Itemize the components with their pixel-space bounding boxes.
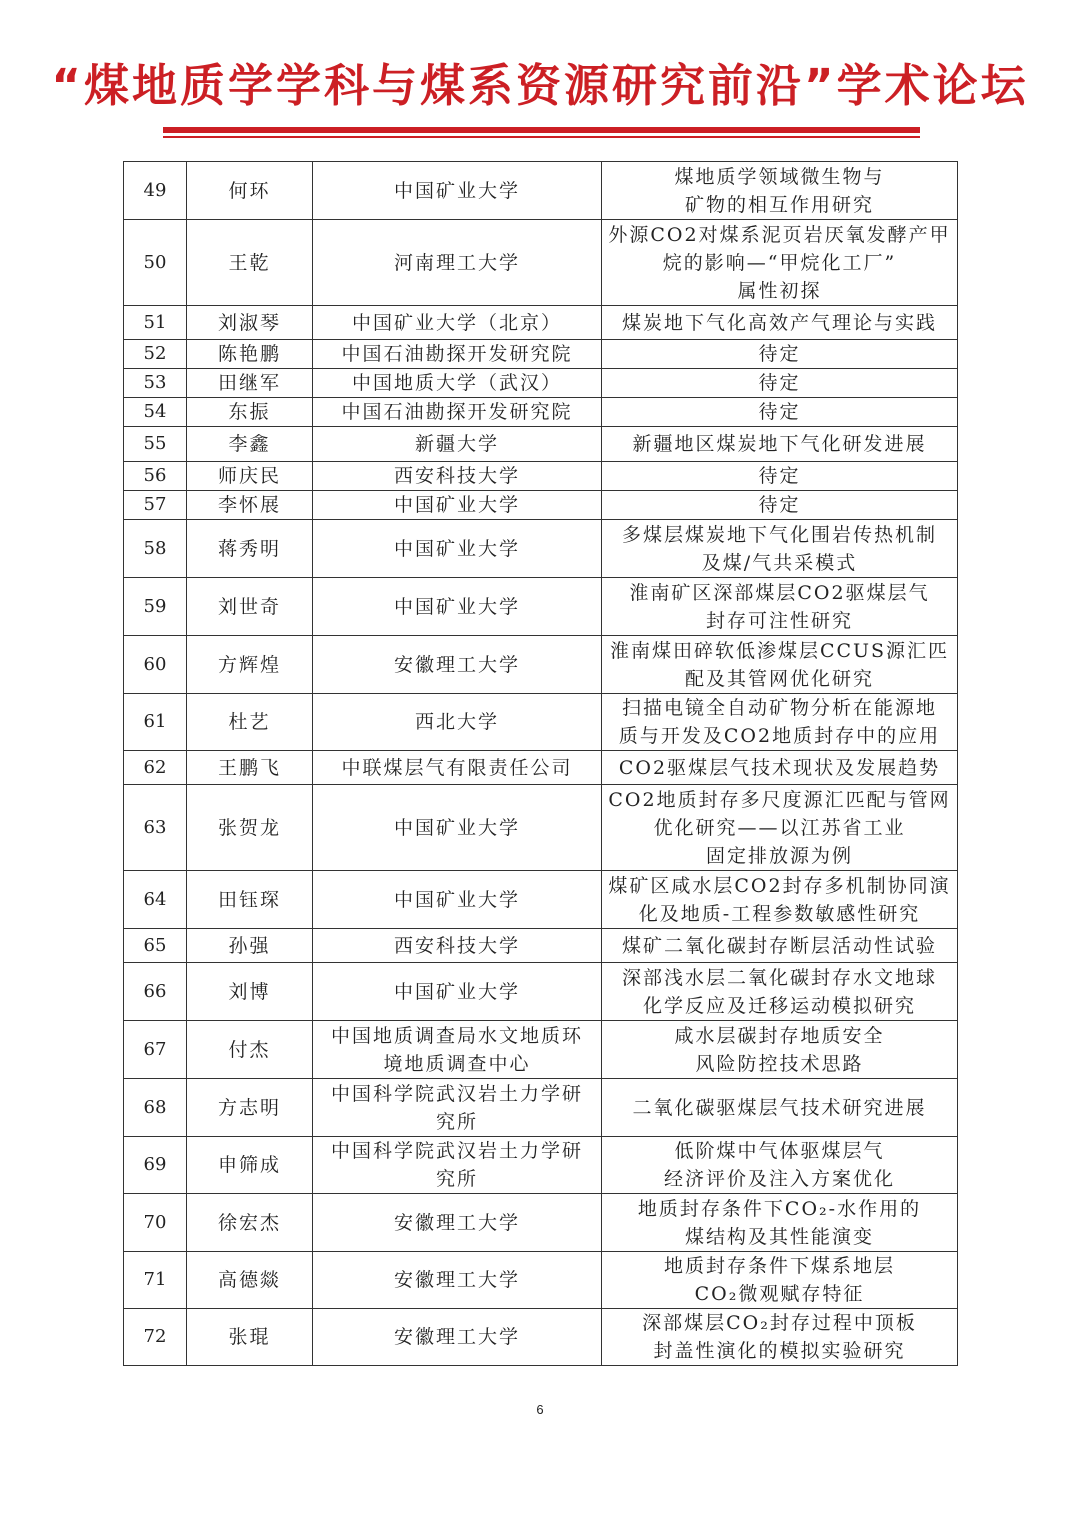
cell-num: 67 (124, 1021, 187, 1079)
cell-name: 杜艺 (187, 694, 313, 751)
cell-name: 何环 (187, 162, 313, 220)
table-row (124, 398, 958, 427)
cell-org: 新疆大学 (313, 427, 602, 462)
cell-org: 安徽理工大学 (313, 1309, 602, 1366)
cell-name: 方辉煌 (187, 636, 313, 694)
table-row (124, 1079, 958, 1137)
cell-org: 中国矿业大学 (313, 871, 602, 929)
cell-line: 配及其管网优化研究 (684, 667, 874, 690)
cell-org (313, 1137, 602, 1194)
table-row (124, 694, 958, 751)
table-row (124, 520, 958, 578)
cell-org: 中国石油勘探开发研究院 (313, 398, 602, 427)
cell-line: 煤炭地下气化高效产气理论与实践 (621, 311, 937, 334)
cell-line: 中国科学院武汉岩土力学研 (330, 1140, 583, 1162)
cell-topic (602, 694, 958, 751)
cell-num: 58 (124, 520, 187, 578)
cell-line: 煤结构及其性能演变 (684, 1225, 874, 1248)
cell-name: 方志明 (187, 1079, 313, 1137)
cell-name: 陈艳鹏 (187, 340, 313, 369)
cell-name: 付杰 (187, 1021, 313, 1079)
cell-topic (602, 398, 958, 427)
cell-name: 刘淑琴 (187, 306, 313, 340)
cell-org: 中国矿业大学 (313, 963, 602, 1021)
cell-line: 地质封存条件下煤系地层 (663, 1255, 895, 1277)
cell-line: 多煤层煤炭地下气化围岩传热机制 (621, 523, 937, 546)
cell-num: 53 (124, 369, 187, 398)
cell-topic (602, 162, 958, 220)
cell-line: 中国地质调查局水文地质环 (330, 1024, 583, 1047)
cell-name: 刘世奇 (187, 578, 313, 636)
cell-name: 王鹏飞 (187, 751, 313, 785)
cell-org: 中国矿业大学 (313, 491, 602, 520)
cell-num: 72 (124, 1309, 187, 1366)
cell-name: 孙强 (187, 929, 313, 963)
cell-num: 62 (124, 751, 187, 785)
cell-topic (602, 306, 958, 340)
table-row (124, 871, 958, 929)
table-row (124, 785, 958, 871)
cell-line: 外源CO2对煤系泥页岩厌氧发酵产甲 (608, 223, 951, 246)
cell-line: 扫描电镜全自动矿物分析在能源地 (621, 697, 937, 719)
cell-line: 深部煤层CO₂封存过程中顶板 (642, 1312, 917, 1334)
cell-org: 安徽理工大学 (313, 1194, 602, 1252)
cell-num: 50 (124, 220, 187, 306)
cell-line: 煤地质学领域微生物与 (674, 165, 885, 188)
cell-org (313, 1021, 602, 1079)
cell-name: 刘博 (187, 963, 313, 1021)
cell-line: 优化研究——以江苏省工业 (653, 816, 906, 839)
table-row (124, 963, 958, 1021)
table-row (124, 751, 958, 785)
cell-line: 化及地质-工程参数敏感性研究 (638, 902, 921, 925)
table-row (124, 491, 958, 520)
cell-line: 深部浅水层二氧化碳封存水文地球 (621, 966, 937, 989)
forum-title: “煤地质学学科与煤系资源研究前沿”学术论坛 (51, 59, 1029, 112)
cell-name: 高德燚 (187, 1252, 313, 1309)
cell-line: 究所 (435, 1168, 478, 1190)
cell-line: 待定 (758, 401, 801, 423)
cell-org: 中国矿业大学 (313, 520, 602, 578)
cell-line: 淮南煤田碎软低渗煤层CCUS源汇匹 (609, 639, 950, 662)
table-row (124, 1309, 958, 1366)
table-row (124, 462, 958, 491)
cell-name: 田继军 (187, 369, 313, 398)
cell-topic (602, 1079, 958, 1137)
cell-org: 中国地质大学（武汉） (313, 369, 602, 398)
cell-line: 新疆地区煤炭地下气化研发进展 (632, 433, 927, 455)
cell-topic (602, 636, 958, 694)
cell-topic (602, 427, 958, 462)
table-row (124, 1252, 958, 1309)
cell-num: 71 (124, 1252, 187, 1309)
cell-org: 中国矿业大学 (313, 162, 602, 220)
cell-line: 待定 (758, 372, 801, 394)
cell-topic (602, 1252, 958, 1309)
table-row (124, 306, 958, 340)
cell-topic (602, 751, 958, 785)
cell-org: 安徽理工大学 (313, 1252, 602, 1309)
cell-topic (602, 1309, 958, 1366)
speaker-table (123, 161, 958, 1366)
cell-org: 中国矿业大学 (313, 785, 602, 871)
cell-name: 王乾 (187, 220, 313, 306)
page-number: 6 (536, 1402, 544, 1417)
cell-line: 低阶煤中气体驱煤层气 (674, 1140, 885, 1162)
cell-line: 淮南矿区深部煤层CO2驱煤层气 (629, 581, 930, 604)
cell-num: 56 (124, 462, 187, 491)
cell-num: 52 (124, 340, 187, 369)
cell-line: 矿物的相互作用研究 (684, 193, 874, 216)
cell-topic (602, 1021, 958, 1079)
cell-line: 烷的影响—“甲烷化工厂” (662, 251, 897, 274)
table-row (124, 1137, 958, 1194)
cell-num: 61 (124, 694, 187, 751)
cell-org: 中联煤层气有限责任公司 (313, 751, 602, 785)
cell-line: CO2地质封存多尺度源汇匹配与管网 (608, 788, 951, 811)
cell-topic (602, 929, 958, 963)
table-row (124, 162, 958, 220)
cell-num: 66 (124, 963, 187, 1021)
cell-topic (602, 963, 958, 1021)
cell-org (313, 1079, 602, 1137)
cell-name: 田钰琛 (187, 871, 313, 929)
cell-line: 煤矿二氧化碳封存断层活动性试验 (621, 934, 937, 957)
cell-line: 咸水层碳封存地质安全 (674, 1024, 885, 1047)
cell-org: 中国石油勘探开发研究院 (313, 340, 602, 369)
cell-line: 固定排放源为例 (705, 844, 853, 867)
cell-num: 55 (124, 427, 187, 462)
cell-topic (602, 340, 958, 369)
cell-num: 60 (124, 636, 187, 694)
cell-name: 申筛成 (187, 1137, 313, 1194)
cell-line: 待定 (758, 465, 801, 487)
title-underline-thick (163, 127, 920, 133)
cell-topic (602, 578, 958, 636)
title-underline-thin (163, 136, 920, 138)
cell-name: 李怀展 (187, 491, 313, 520)
cell-num: 70 (124, 1194, 187, 1252)
cell-line: 地质封存条件下CO₂-水作用的 (637, 1197, 922, 1220)
cell-org: 河南理工大学 (313, 220, 602, 306)
cell-line: 及煤/气共采模式 (701, 551, 858, 574)
cell-line: 二氧化碳驱煤层气技术研究进展 (632, 1096, 927, 1119)
cell-line: 风险防控技术思路 (695, 1052, 864, 1075)
table-row (124, 1194, 958, 1252)
cell-line: 属性初探 (737, 279, 822, 302)
cell-topic (602, 520, 958, 578)
cell-org: 安徽理工大学 (313, 636, 602, 694)
cell-line: CO2驱煤层气技术现状及发展趋势 (618, 756, 941, 779)
table-row (124, 636, 958, 694)
cell-num: 49 (124, 162, 187, 220)
table-row (124, 340, 958, 369)
cell-line: CO₂微观赋存特征 (694, 1283, 865, 1305)
cell-org: 西北大学 (313, 694, 602, 751)
cell-topic (602, 220, 958, 306)
cell-line: 封存可注性研究 (705, 609, 853, 632)
cell-num: 65 (124, 929, 187, 963)
table-row (124, 578, 958, 636)
cell-num: 63 (124, 785, 187, 871)
cell-org: 中国矿业大学（北京） (313, 306, 602, 340)
cell-num: 51 (124, 306, 187, 340)
cell-org: 西安科技大学 (313, 462, 602, 491)
cell-line: 煤矿区咸水层CO2封存多机制协同演 (608, 874, 951, 897)
cell-line: 封盖性演化的模拟实验研究 (653, 1340, 906, 1362)
cell-name: 师庆民 (187, 462, 313, 491)
table-row (124, 427, 958, 462)
cell-num: 68 (124, 1079, 187, 1137)
cell-num: 54 (124, 398, 187, 427)
cell-name: 李鑫 (187, 427, 313, 462)
table-row (124, 929, 958, 963)
cell-line: 究所 (435, 1110, 478, 1133)
cell-num: 69 (124, 1137, 187, 1194)
cell-line: 待定 (758, 343, 801, 365)
cell-line: 质与开发及CO2地质封存中的应用 (618, 725, 941, 747)
cell-topic (602, 1194, 958, 1252)
cell-line: 化学反应及迁移运动模拟研究 (642, 994, 916, 1017)
cell-topic (602, 871, 958, 929)
cell-topic (602, 785, 958, 871)
cell-name: 张琨 (187, 1309, 313, 1366)
cell-topic (602, 369, 958, 398)
cell-name: 徐宏杰 (187, 1194, 313, 1252)
cell-name: 张贺龙 (187, 785, 313, 871)
cell-line: 经济评价及注入方案优化 (663, 1168, 895, 1190)
cell-org: 西安科技大学 (313, 929, 602, 963)
cell-name: 蒋秀明 (187, 520, 313, 578)
cell-topic (602, 1137, 958, 1194)
cell-num: 64 (124, 871, 187, 929)
cell-topic (602, 491, 958, 520)
cell-topic (602, 462, 958, 491)
cell-num: 57 (124, 491, 187, 520)
cell-line: 待定 (758, 494, 801, 516)
cell-line: 境地质调查中心 (383, 1052, 531, 1075)
table-row (124, 369, 958, 398)
table-row (124, 1021, 958, 1079)
cell-name: 东振 (187, 398, 313, 427)
table-row (124, 220, 958, 306)
cell-line: 中国科学院武汉岩土力学研 (330, 1082, 583, 1105)
cell-org: 中国矿业大学 (313, 578, 602, 636)
cell-num: 59 (124, 578, 187, 636)
